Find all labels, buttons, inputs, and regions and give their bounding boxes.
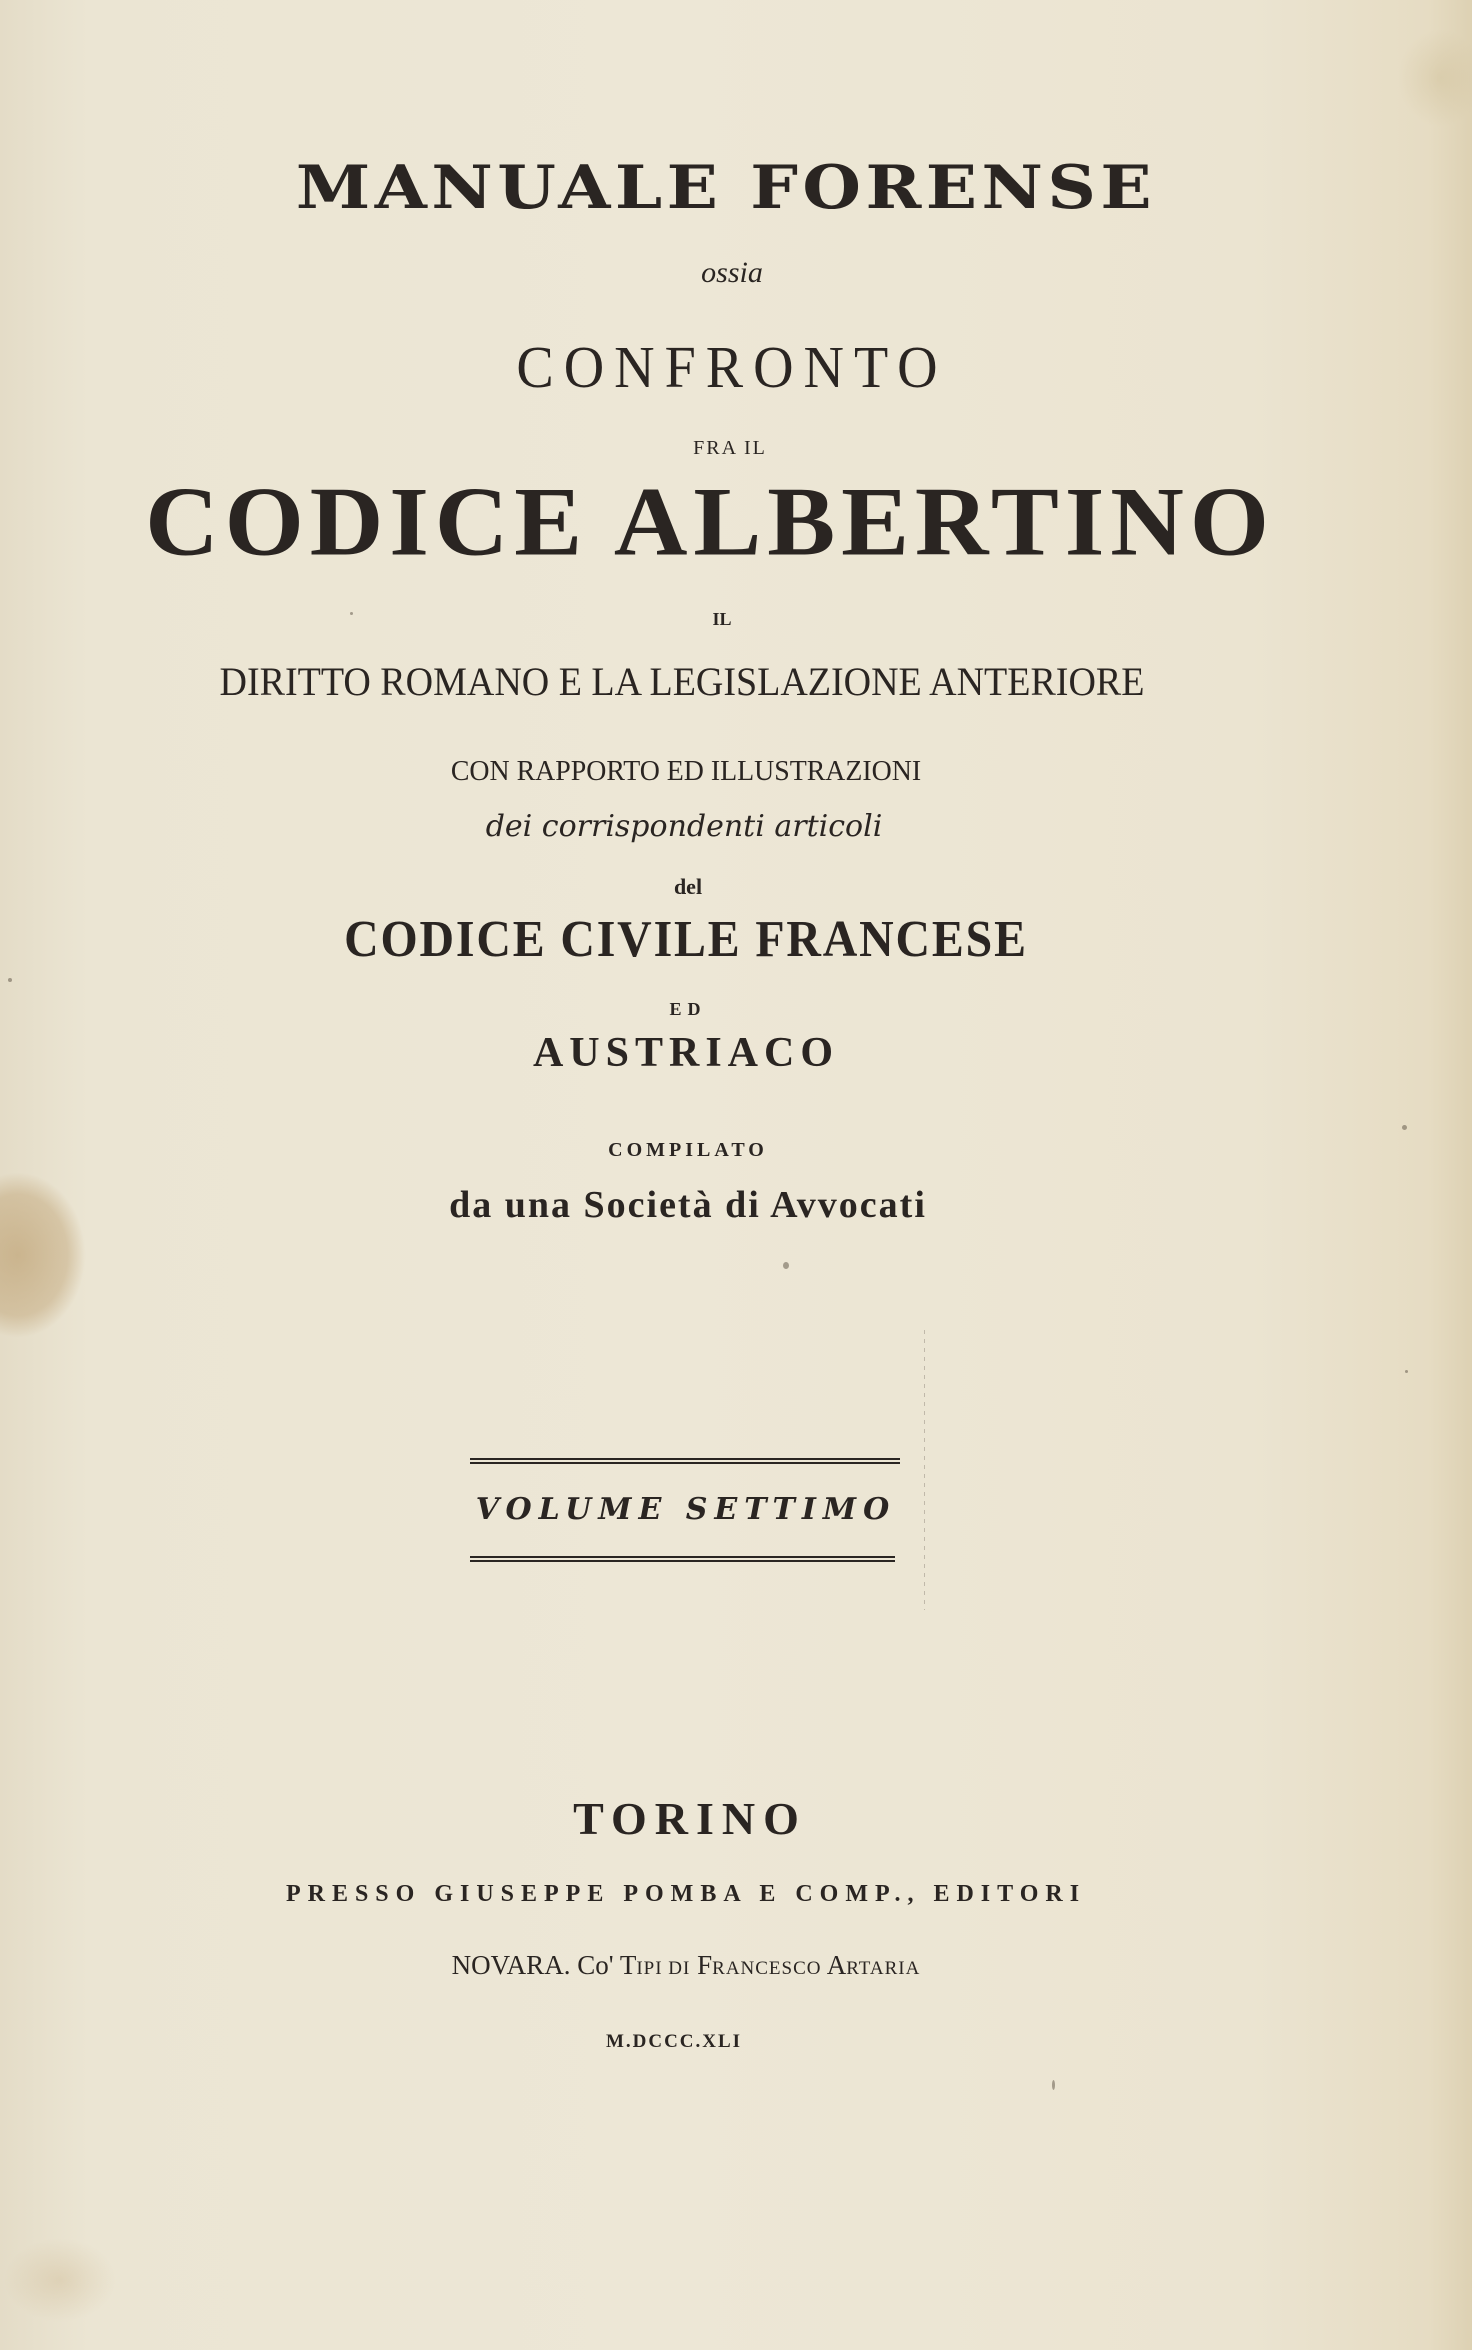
volume-label: VOLUME SETTIMO (475, 1492, 897, 1527)
relation-line: CON RAPPORTO ED ILLUSTRAZIONI (450, 755, 922, 787)
imprint-city: TORINO (573, 1793, 807, 1844)
printer-initial-f: F (690, 1950, 713, 1980)
printer-prefix: NOVARA. Co' T (451, 1950, 637, 1980)
connector-ossia: ossia (701, 256, 763, 289)
foxing-speck (1402, 1125, 1407, 1130)
compiled-by: da una Società di Avvocati (449, 1184, 927, 1226)
printer-initial-a: A (821, 1950, 847, 1980)
imprint-publisher: PRESSO GIUSEPPE POMBA E COMP., EDITORI (285, 1881, 1087, 1907)
connector-il: IL (712, 609, 732, 629)
connector-del: del (673, 874, 703, 899)
foxing-speck (350, 612, 353, 615)
comparison-line: DIRITTO ROMANO E LA LEGISLAZIONE ANTERIORE (219, 659, 1145, 704)
foxing-speck (1405, 1370, 1408, 1373)
subtitle-confronto: CONFRONTO (516, 335, 948, 401)
foxing-speck (1052, 2080, 1055, 2090)
printer-smallcaps-1: IPI DI (636, 1958, 691, 1979)
printer-smallcaps-3: RTARIA (846, 1958, 921, 1979)
austrian-code-title: AUSTRIACO (532, 1030, 840, 1076)
articles-line: dei corrispondenti articoli (485, 809, 883, 844)
imprint-year: M.DCCC.XLI (605, 2031, 743, 2052)
main-title: MANUALE FORENSE (295, 153, 1157, 223)
double-rule-top (470, 1458, 900, 1464)
imprint-printer (0, 1952, 1422, 1979)
foxing-speck (8, 978, 12, 982)
foxing-speck (783, 1262, 789, 1269)
connector-fra-il: FRA IL (693, 437, 767, 459)
connector-ed: ED (669, 999, 707, 1019)
compiled-label: COMPILATO (608, 1139, 768, 1161)
code-title-albertino: CODICE ALBERTINO (145, 466, 1275, 577)
printer-smallcaps-2: RANCESCO (712, 1958, 822, 1979)
double-rule-bottom (470, 1556, 895, 1562)
page-crease (924, 1330, 925, 1610)
french-code-title: CODICE CIVILE FRANCESE (344, 911, 1028, 968)
